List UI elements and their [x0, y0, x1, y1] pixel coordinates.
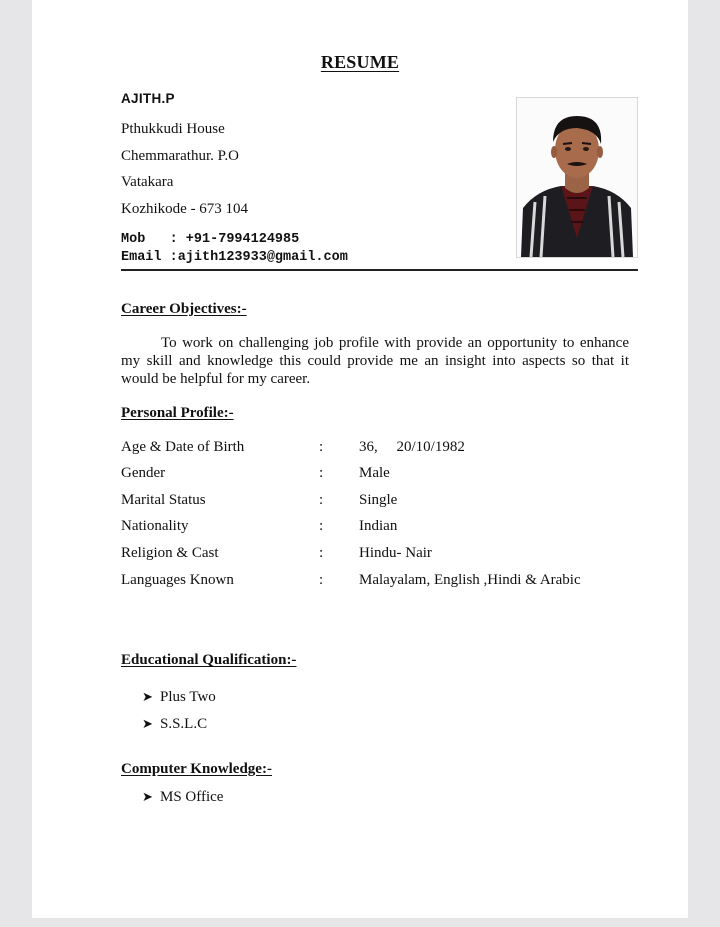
- resume-page: [32, 0, 688, 918]
- profile-separator: :: [319, 492, 324, 508]
- profile-separator: :: [319, 518, 324, 534]
- personal-profile-row: [121, 545, 641, 565]
- career-objectives-text: To work on challenging job profile with provide an opportunity to enhance my skill and knowledge this could provide me an insight into aspects so that it would be helpful for my career.: [121, 335, 629, 387]
- profile-separator: :: [319, 572, 324, 588]
- candidate-name: AJITH.P: [121, 91, 175, 106]
- educational-qualification-heading: Educational Qualification:-: [121, 652, 297, 668]
- computer-item: [142, 789, 223, 806]
- address-line: Vatakara: [121, 174, 174, 190]
- computer-item-text: MS Office: [160, 789, 224, 805]
- personal-profile-heading: Personal Profile:-: [121, 405, 234, 421]
- personal-profile-row: [121, 465, 641, 485]
- profile-value: Indian: [359, 518, 398, 534]
- profile-separator: :: [319, 545, 324, 561]
- arrowhead-bullet-icon: ➤: [142, 790, 153, 805]
- profile-value: Male: [359, 465, 390, 481]
- personal-profile-row: [121, 492, 641, 512]
- mobile-number: Mob : +91-7994124985: [121, 232, 300, 247]
- arrowhead-bullet-icon: ➤: [142, 690, 153, 705]
- address-line: Chemmarathur. P.O: [121, 148, 239, 164]
- computer-knowledge-heading: Computer Knowledge:-: [121, 761, 272, 777]
- education-item-text: Plus Two: [160, 689, 216, 705]
- profile-separator: :: [319, 465, 324, 481]
- address-line: Pthukkudi House: [121, 121, 225, 137]
- career-objectives-heading: Career Objectives:-: [121, 301, 247, 317]
- personal-profile-row: [121, 572, 641, 592]
- personal-profile-row: [121, 439, 641, 459]
- header-divider: [121, 269, 638, 271]
- profile-separator: :: [319, 439, 324, 455]
- profile-label: Marital Status: [121, 492, 206, 508]
- profile-label: Nationality: [121, 518, 189, 534]
- education-item: [142, 716, 207, 733]
- profile-value: Malayalam, English ,Hindi & Arabic: [359, 572, 581, 588]
- personal-profile-row: [121, 518, 641, 538]
- profile-label: Gender: [121, 465, 166, 481]
- education-item: [142, 689, 216, 706]
- profile-value: 36, 20/10/1982: [359, 439, 465, 455]
- profile-label: Age & Date of Birth: [121, 439, 245, 455]
- arrowhead-bullet-icon: ➤: [142, 717, 153, 732]
- profile-label: Languages Known: [121, 572, 234, 588]
- profile-photo: [516, 97, 638, 258]
- profile-label: Religion & Cast: [121, 545, 219, 561]
- address-line: Kozhikode - 673 104: [121, 201, 249, 217]
- profile-value: Hindu- Nair: [359, 545, 432, 561]
- profile-value: Single: [359, 492, 398, 508]
- email-address: Email :ajith123933@gmail.com: [121, 250, 348, 265]
- education-item-text: S.S.L.C: [160, 716, 208, 732]
- resume-title: RESUME: [320, 52, 400, 72]
